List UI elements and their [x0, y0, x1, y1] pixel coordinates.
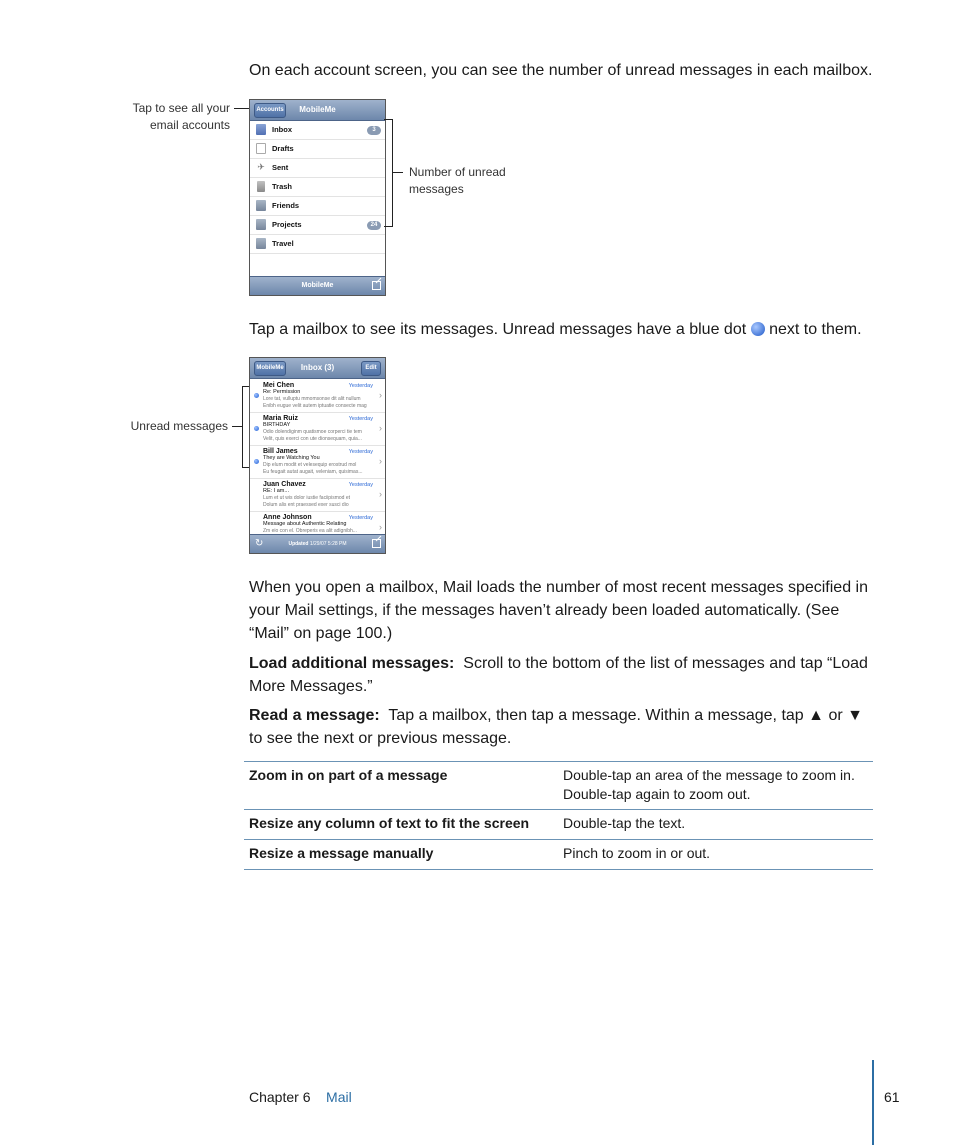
- accounts-button[interactable]: Accounts: [254, 103, 286, 118]
- chevron-right-icon: ›: [379, 456, 382, 466]
- mailbox-label: Drafts: [272, 144, 294, 153]
- table-action: Resize a message manually: [249, 845, 434, 861]
- up-arrow-icon: ▲: [808, 707, 824, 724]
- message-sender: Mei Chen: [263, 382, 295, 389]
- sent-icon: ✈: [257, 162, 265, 172]
- table-how: Double-tap an area of the message to zoom in. Double-tap again to zoom out.: [563, 767, 855, 802]
- inbox-screenshot: [249, 357, 386, 554]
- footer-chapter: [249, 1089, 352, 1105]
- edit-button[interactable]: Edit: [361, 361, 381, 376]
- nav-bar: [250, 358, 385, 379]
- compose-icon[interactable]: [372, 539, 381, 548]
- toolbar: [250, 534, 385, 553]
- message-row[interactable]: [250, 478, 385, 512]
- message-date: Yesterday: [348, 416, 373, 422]
- intro-text-2-before: Tap a mailbox to see its messages. Unread messages have a blue dot: [249, 321, 747, 338]
- table-how: Pinch to zoom in or out.: [563, 845, 711, 861]
- table-rule: [244, 761, 873, 762]
- message-row[interactable]: [250, 445, 385, 479]
- unread-count-badge: 3: [367, 126, 381, 135]
- message-date: Yesterday: [348, 515, 373, 521]
- mailbox-row[interactable]: [250, 197, 385, 216]
- updated-status: [250, 535, 385, 553]
- table-rule: [244, 869, 873, 870]
- load-more-paragraph: [249, 652, 874, 698]
- read-text-2: to see the next or previous message.: [249, 730, 512, 747]
- read-or: or: [828, 707, 843, 724]
- unread-count-badge: 24: [367, 221, 381, 230]
- message-preview-line: Zm eio con el. Obreperis ea alit adignibh...: [263, 528, 357, 534]
- mailbox-label: Travel: [272, 239, 294, 248]
- compose-icon[interactable]: [372, 281, 381, 290]
- intro-text-2: [249, 318, 899, 341]
- blue-dot-icon: [751, 322, 765, 336]
- unread-dot-icon: [254, 393, 259, 398]
- refresh-icon[interactable]: ↻: [255, 538, 264, 549]
- mailbox-row[interactable]: [250, 216, 385, 235]
- message-subject: BIRTHDAY: [263, 422, 291, 428]
- message-preview-line: Enibh eugue velit autem iptuatie consecte mag: [263, 403, 367, 409]
- toolbar-title: MobileMe: [301, 282, 334, 289]
- mailbox-label: Inbox: [272, 125, 292, 134]
- message-date: Yesterday: [348, 449, 373, 455]
- mailbox-row[interactable]: [250, 178, 385, 197]
- message-sender: Maria Ruiz: [263, 415, 299, 422]
- table-rule: [244, 809, 873, 810]
- mailbox-row[interactable]: [250, 159, 385, 178]
- mailbox-label: Projects: [272, 220, 302, 229]
- folder-icon: [256, 219, 266, 230]
- footer-chapter-title: Mail: [326, 1089, 352, 1105]
- intro-text-1: On each account screen, you can see the number of unread messages in each mailbox.: [249, 62, 873, 79]
- read-message-paragraph: [249, 704, 874, 750]
- mailbox-row[interactable]: [250, 140, 385, 159]
- table-action: Resize any column of text to fit the screen: [249, 815, 530, 831]
- folder-icon: [256, 200, 266, 211]
- message-subject: RE: I am...: [263, 488, 289, 494]
- message-preview: [263, 429, 377, 443]
- message-subject: They are Watching You: [263, 455, 320, 461]
- toolbar: [250, 276, 385, 295]
- mailbox-label: Sent: [272, 163, 289, 172]
- nav-bar: [250, 100, 385, 121]
- chevron-right-icon: ›: [379, 423, 382, 433]
- message-subject: Message about Authentic Relating: [263, 521, 347, 527]
- table-rule: [244, 839, 873, 840]
- nav-title: Inbox (3): [300, 363, 335, 372]
- body-paragraph-1: When you open a mailbox, Mail loads the number of most recent messages specified in your Mail settings, if the messages haven’t already been loaded automatically. (See “Mail” on page 100.): [249, 579, 868, 642]
- message-preview-line: Lore tat, vulluptu mmomsonse dit alit nullum: [263, 396, 361, 402]
- message-row[interactable]: [250, 379, 385, 413]
- updated-value: 1/29/07 5:28 PM: [309, 541, 347, 547]
- message-preview-line: Odio dolendiginm quatismoe corperci tie tem: [263, 429, 362, 435]
- callout-unread-messages: Unread messages: [130, 419, 228, 433]
- unread-messages-leader: [232, 426, 242, 427]
- callout-unread-count: Number of unread messages: [409, 165, 506, 196]
- read-text-1: Tap a mailbox, then tap a message. Within a message, tap: [388, 707, 804, 724]
- message-preview-line: Velit, quis exerci con ute dionsequam, quia...: [263, 436, 362, 442]
- message-date: Yesterday: [348, 383, 373, 389]
- mailbox-label: Trash: [272, 182, 293, 191]
- unread-dot-icon: [254, 426, 259, 431]
- message-preview-line: Lum et ut wis dolor iustie faciipismod et: [263, 495, 350, 501]
- mailbox-row[interactable]: [250, 121, 385, 140]
- unread-count-leader: [393, 172, 403, 173]
- unread-count-bracket: [384, 119, 393, 227]
- read-heading: Read a message:: [249, 707, 380, 724]
- mobileme-back-button[interactable]: MobileMe: [254, 361, 286, 376]
- message-preview-line: Dip elum modit et velesequip erostrud mol: [263, 462, 357, 468]
- message-row[interactable]: [250, 412, 385, 446]
- nav-title: MobileMe: [299, 105, 336, 114]
- footer-chapter-number: Chapter 6: [249, 1089, 311, 1105]
- message-sender: Anne Johnson: [263, 514, 312, 521]
- folder-icon: [256, 238, 266, 249]
- message-preview-line: Eu feugait autat augait, veleniam, quisimas...: [263, 469, 363, 475]
- chevron-right-icon: ›: [379, 489, 382, 499]
- unread-dot-icon: [254, 459, 259, 464]
- mailbox-list-screenshot: [249, 99, 386, 296]
- load-more-heading: Load additional messages:: [249, 655, 455, 672]
- load-more-text: Scroll to the bottom of the list of messages and tap “Load More Messages.”: [249, 655, 868, 695]
- chevron-right-icon: ›: [379, 390, 382, 400]
- callout-accounts: Tap to see all your email accounts: [132, 101, 230, 132]
- mailbox-label: Friends: [272, 201, 300, 210]
- message-preview-line: Dolum alis ent praessed exer susci dio: [263, 502, 349, 508]
- message-preview: [263, 462, 377, 476]
- message-date: Yesterday: [348, 482, 373, 488]
- footer-rule: [872, 1060, 874, 1145]
- mailbox-row[interactable]: [250, 235, 385, 254]
- chevron-right-icon: ›: [379, 522, 382, 532]
- page-number: 61: [884, 1089, 900, 1105]
- message-sender: Juan Chavez: [263, 481, 306, 488]
- message-subject: Re: Permission: [263, 389, 301, 395]
- message-preview: [263, 495, 377, 509]
- intro-text-2-after: next to them.: [769, 321, 862, 338]
- inbox-icon: [256, 124, 266, 135]
- drafts-icon: [256, 143, 266, 154]
- updated-label: Updated: [288, 541, 309, 547]
- down-arrow-icon: ▼: [847, 707, 863, 724]
- trash-icon: [257, 181, 265, 192]
- message-preview: [263, 396, 377, 410]
- message-sender: Bill James: [263, 448, 298, 455]
- table-how: Double-tap the text.: [563, 815, 686, 831]
- table-action: Zoom in on part of a message: [249, 767, 448, 783]
